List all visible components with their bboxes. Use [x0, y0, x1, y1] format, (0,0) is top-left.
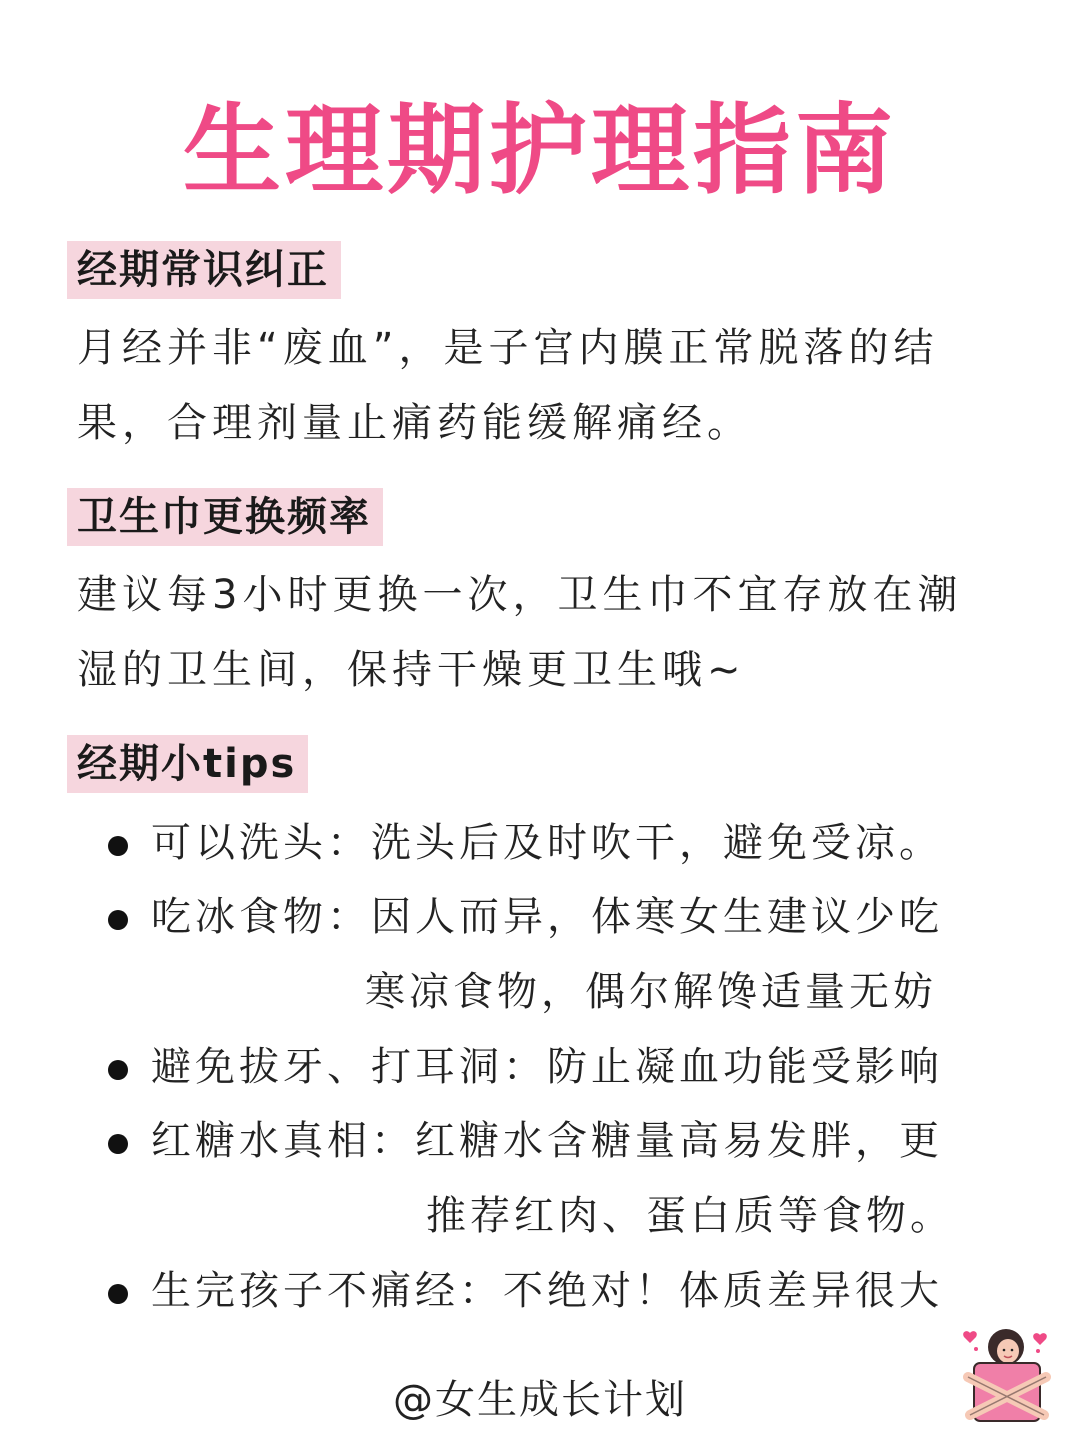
tip-line: 红糖水真相：红糖水含糖量高易发胖，更 [151, 1118, 943, 1164]
tip-item [108, 1254, 1008, 1329]
paragraph-line: 果，合理剂量止痛药能缓解痛经。 [77, 400, 752, 446]
tip-item [108, 880, 1008, 1030]
author-handle: @女生成长计划 [393, 1377, 687, 1423]
tip-line: 生完孩子不痛经：不绝对！体质差异很大 [151, 1268, 943, 1314]
tip-line: 可以洗头：洗头后及时吹干，避免受凉。 [151, 820, 943, 866]
tip-item [108, 1030, 1008, 1105]
paragraph-line: 月经并非“废血”，是子宫内膜正常脱落的结 [77, 325, 939, 371]
page-title: 生理期护理指南 [182, 94, 897, 208]
paragraph-line: 湿的卫生间，保持干燥更卫生哦~ [77, 647, 746, 693]
section-heading-pad-change: 卫生巾更换频率 [67, 488, 383, 546]
section-heading-tips: 经期小tips [67, 735, 308, 793]
section-heading-period-facts: 经期常识纠正 [67, 241, 341, 299]
section-body-pad-change [77, 558, 1017, 708]
tip-line: 吃冰食物：因人而异，体寒女生建议少吃 [151, 894, 943, 940]
tip-item [108, 1104, 1008, 1254]
self-hug-girl-icon [958, 1325, 1054, 1425]
tip-line: 避免拔牙、打耳洞：防止凝血功能受影响 [151, 1044, 943, 1090]
tip-line-continued: 寒凉食物，偶尔解馋适量无妨 [365, 969, 937, 1015]
section-body-period-facts [77, 311, 1017, 461]
paragraph-line: 建议每3小时更换一次，卫生巾不宜存放在潮 [77, 572, 963, 618]
tip-line-continued: 推荐红肉、蛋白质等食物。 [426, 1193, 954, 1239]
tip-item [108, 806, 1008, 881]
